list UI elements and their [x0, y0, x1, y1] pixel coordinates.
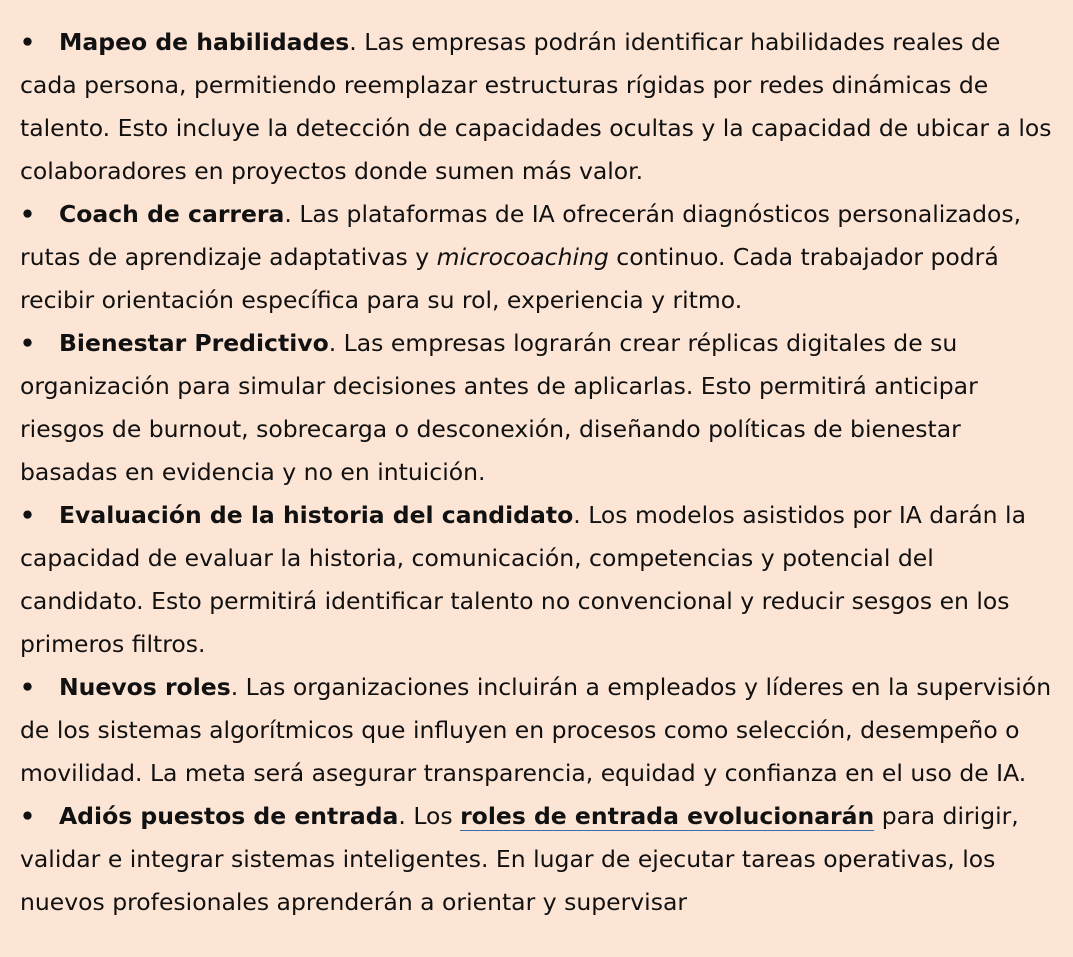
item-term: Bienestar Predictivo [59, 329, 329, 357]
item-text: continuo. Cada trabajador podrá recibir orientación específica para su rol, experiencia y ritmo. [20, 243, 999, 314]
list-item [20, 193, 1053, 322]
item-text: . Las organizaciones incluirán a empleados y líderes en la supervisión de los sistemas algorítmicos que influyen en procesos como selección, desempeño o movilidad. La meta será asegurar transparencia, equidad y confianza en el uso de IA. [20, 673, 1052, 787]
item-text: . Las plataformas de IA ofrecerán diagnósticos personalizados, rutas de aprendizaje adaptativas y [20, 200, 1022, 271]
list-item [20, 21, 1053, 193]
item-term: Mapeo de habilidades [59, 28, 350, 56]
list-item [20, 666, 1053, 795]
item-text: . Las empresas lograrán crear réplicas digitales de su organización para simular decisiones antes de aplicarlas. Esto permitirá anticipar riesgos de burnout, sobrecarga o desconexión, diseñando políticas de bienestar basadas en evidencia y no en intuición. [20, 329, 978, 486]
item-text: . Las empresas podrán identificar habilidades reales de cada persona, permitiendo reemplazar estructuras rígidas por redes dinámicas de talento. Esto incluye la detección de capacidades ocultas y la capacidad de ubicar a los colaboradores en proyectos donde sumen más valor. [20, 28, 1052, 185]
item-term: Coach de carrera [59, 200, 285, 228]
list-item [20, 494, 1053, 666]
bullet-icon: • [20, 673, 36, 701]
bullet-icon: • [20, 28, 36, 56]
item-term: Evaluación de la historia del candidato [59, 501, 574, 529]
roles-de-entrada-link[interactable]: roles de entrada evolucionarán [460, 802, 875, 830]
bullet-icon: • [20, 501, 36, 529]
list-item [20, 322, 1053, 494]
item-term: Adiós puestos de entrada [59, 802, 399, 830]
list-item [20, 795, 1053, 924]
bullet-icon: • [20, 802, 36, 830]
item-emphasis: microcoaching [436, 243, 609, 271]
item-text: . Los [398, 802, 461, 830]
bullet-icon: • [20, 200, 36, 228]
item-term: Nuevos roles [59, 673, 231, 701]
item-text: . Los modelos asistidos por IA darán la capacidad de evaluar la historia, comunicación, competencias y potencial del candidato. Esto permitirá identificar talento no convencional y reducir sesgos en los primeros filtros. [20, 501, 1026, 658]
bullet-icon: • [20, 329, 36, 357]
item-text: para dirigir, validar e integrar sistemas inteligentes. En lugar de ejecutar tareas operativas, los nuevos profesionales aprenderán a orientar y supervisar [20, 802, 1019, 916]
